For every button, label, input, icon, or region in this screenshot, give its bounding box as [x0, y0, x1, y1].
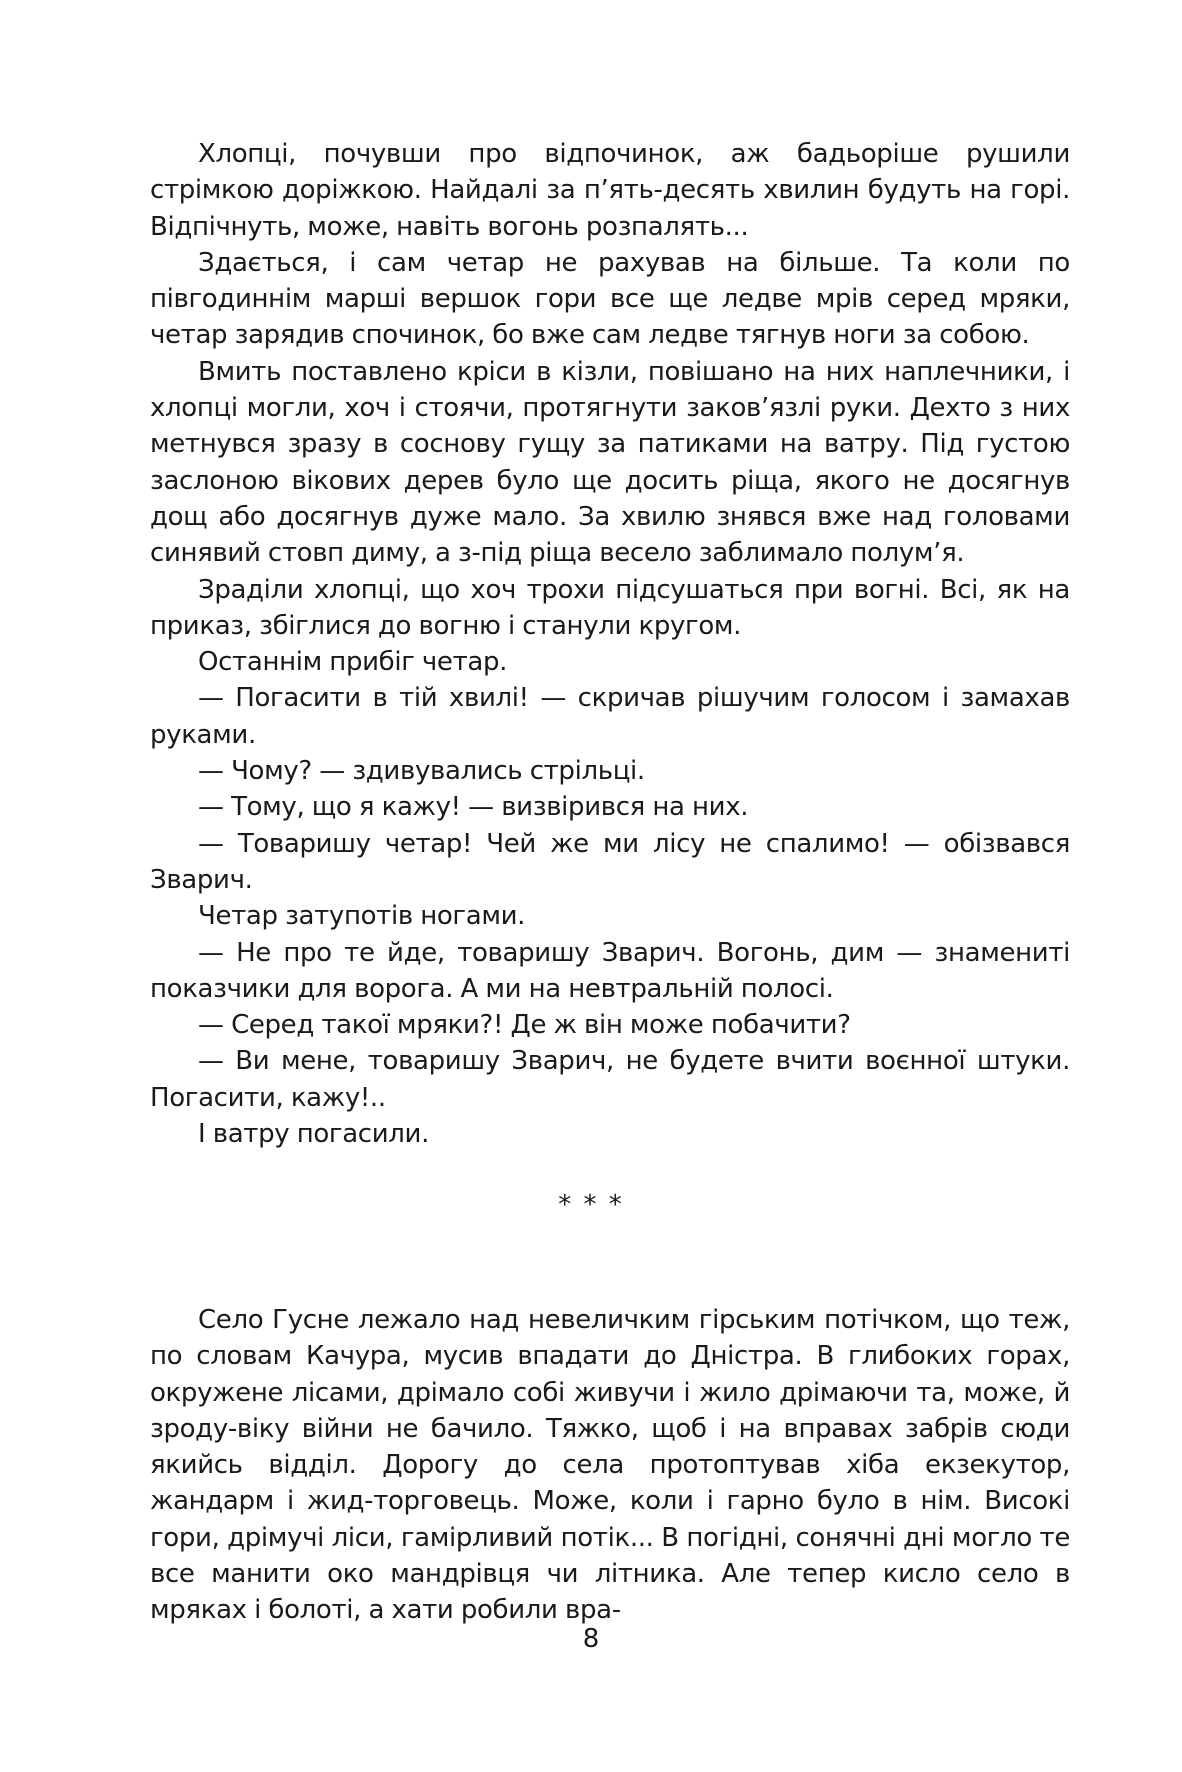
dialogue-line: — Не про те йде, товаришу Зварич. Вогонь, дим — знамениті показчики для ворога. А ми на невтральній полосі. — [150, 937, 1070, 1004]
dialogue-line: — Ви мене, товаришу Зварич, не будете вчити воєнної штуки. Погасити, кажу!.. — [150, 1046, 1070, 1113]
page-number: 8 — [582, 1624, 600, 1654]
paragraph: Останнім прибіг четар. — [198, 647, 508, 678]
paragraph: Зраділи хлопці, що хоч трохи підсушаться при вогні. Всі, як на приказ, збіглися до вогню і станули кругом. — [150, 574, 1070, 641]
dialogue-line: — Чому? — здивувались стрільці. — [198, 756, 645, 787]
paragraph: І ватру погасили. — [198, 1119, 430, 1150]
dialogue-line: — Серед такої мряки?! Де ж він може побачити? — [198, 1010, 851, 1041]
dialogue-line: — Тому, що я кажу! — визвірився на них. — [198, 792, 749, 823]
dialogue-line: — Погасити в тій хвилі! — скричав рішучим голосом і замахав руками. — [150, 683, 1070, 750]
paragraph: Село Гусне лежало над невеличким гірським потічком, що теж, по словам Качура, мусив впадати до Дністра. В глибоких горах, окружене лісами, дрімало собі живучи і жило дрімаючи та, може, й зроду-віку війни не бачило. Тяжко, щоб і на вправах забрів сюди якийсь відділ. Дорогу до села протоптував хіба екзекутор, жандарм і жид-торговець. Може, коли і гарно було в нім. Високі гори, дрімучі ліси, гамірливий потік... В погідні, сонячні дні могло те все манити око мандрівця чи літника. Але тепер кисло село в мряках і болоті, а хати робили вра- — [150, 1305, 1070, 1626]
text-section-bottom — [150, 1302, 1070, 1629]
paragraph: Хлопці, почувши про відпочинок, аж бадьоріше рушили стрімкою доріжкою. Найдалі за п’ять-десять хвилин будуть на горі. Відпічнуть, може, навіть вогонь розпалять... — [150, 139, 1070, 242]
paragraph: Четар затупотів ногами. — [198, 901, 526, 932]
paragraph: Вмить поставлено кріси в кізли, повішано на них наплечники, і хлопці могли, хоч і стоячи, протягнути заков’язлі руки. Дехто з них метнувся зразу в соснову гущу за патиками на ватру. Під густою заслоною вікових дерев було ще досить ріща, якого не досягнув дощ або досягнув дуже мало. За хвилю знявся вже над головами синявий стовп диму, а з-під ріща весело заблимало полум’я. — [150, 356, 1070, 569]
paragraph: Здається, і сам четар не рахував на більше. Та коли по півгодиннім марші вершок гори все ще ледве мрів серед мряки, четар зарядив спочинок, бо вже сам ледве тягнув ноги за собою. — [150, 247, 1070, 351]
section-separator: * * * — [558, 1190, 624, 1220]
dialogue-line: — Товаришу четар! Чей же ми лісу не спалимо! — обізвався Зварич. — [150, 828, 1070, 895]
text-section-top — [150, 136, 1070, 1152]
